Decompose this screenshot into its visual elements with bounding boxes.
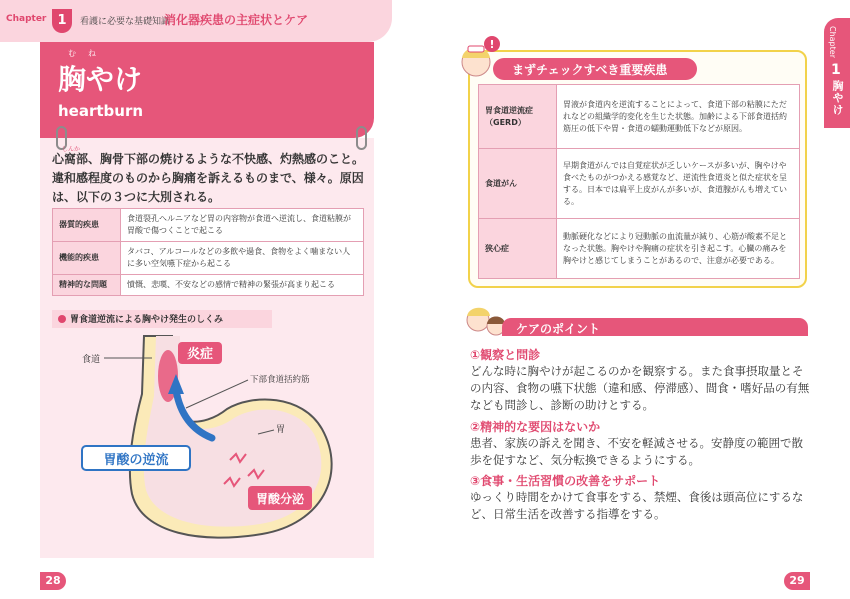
diagram-title: 胃食道逆流による胸やけ発生のしくみ: [70, 315, 224, 325]
table-row: [53, 209, 364, 242]
chapter-subtitle: 看護に必要な基礎知識: [80, 17, 171, 27]
chapter-label: Chapter: [6, 14, 47, 24]
label-stomach: 胃: [276, 425, 286, 435]
chapter-title: 消化器疾患の主症状とケア: [164, 13, 309, 27]
chapter-number: 1: [52, 9, 72, 33]
intro-ruby: しんか: [62, 146, 81, 153]
disease-name: 食道がん: [479, 149, 557, 219]
cause-table: [52, 208, 364, 296]
cause-value: 食道裂孔ヘルニアなど胃の内容物が食道へ逆流し、食道粘膜が胃酸で傷つくことで起こる: [121, 209, 364, 242]
bullet-dot-icon: [58, 315, 66, 323]
side-tab-title: 胸やけ: [831, 80, 844, 116]
disease-table: [478, 84, 800, 279]
topic-title: 胸やけ: [58, 63, 143, 96]
reflux-diagram: [52, 334, 364, 550]
care-point-heading: ①観察と問診: [470, 348, 541, 362]
label-les: 下部食道括約筋: [250, 375, 310, 385]
side-tab-chapter-label: Chapter: [828, 26, 837, 58]
table-row: [479, 219, 800, 279]
label-reflux: 胃酸の逆流: [103, 453, 169, 468]
disease-name: 狭心症: [479, 219, 557, 279]
label-esophagus: 食道: [81, 355, 100, 365]
disease-name: 胃食道逆流症 （GERD）: [479, 85, 557, 149]
care-point-body: 患者、家族の訴えを聞き、不安を軽減させる。安静度の範囲で散歩を促すなど、気分転換できるようにする。: [470, 436, 804, 467]
disease-description: 胃液が食道内を逆流することによって、食道下部の粘膜にただれなどの組織学的変化を生じた状態。加齢による下部食道括約筋圧の低下や胃・食道の蠕動運動低下などが原因。: [557, 85, 800, 149]
table-row: [53, 275, 364, 296]
disease-description: 早期食道がんでは自覚症状が乏しいケースが多いが、胸やけや食べたものがつかえる感覚など、逆流性食道炎と似た症状を呈する。日本では扁平上皮がんが多いが、食道腺がんも増えている。: [557, 149, 800, 219]
intro-text: 心窩部、胸骨下部の焼けるような不快感、灼熱感のこと。違和感程度のものから胸痛を訴えるものまで、様々。原因は、以下の３つに大別される。: [52, 152, 365, 204]
page-number-right: 29: [784, 572, 810, 590]
topic-english: heartburn: [58, 102, 144, 120]
side-tab-number: 1: [831, 62, 841, 78]
care-title: ケアのポイント: [516, 322, 601, 336]
label-secretion: 胃酸分泌: [255, 492, 305, 506]
care-point-heading: ②精神的な要因はないか: [470, 420, 601, 434]
care-point-heading: ③食事・生活習慣の改善をサポート: [470, 474, 661, 488]
check-title: まずチェックすべき重要疾患: [512, 63, 668, 77]
page-number-left: 28: [40, 572, 66, 590]
svg-text:!: !: [489, 38, 495, 51]
table-row: [53, 242, 364, 275]
cause-key: 機能的疾患: [53, 242, 121, 275]
cause-key: 器質的疾患: [53, 209, 121, 242]
topic-ruby: むね: [68, 49, 108, 58]
disease-description: 動脈硬化などにより冠動脈の血流量が減り、心筋が酸素不足となった状態。胸やけや胸痛の症状を引き起こす。心臓の痛みを胸やけと感じてしまうことがあるので、注意が必要である。: [557, 219, 800, 279]
table-row: [479, 85, 800, 149]
care-point-body: どんな時に胸やけが起こるのかを観察する。また食事摂取量とその内容、食物の嚥下状態（違和感、停滞感）、間食・嗜好品の有無なども問診し、診断の助けとする。: [470, 364, 810, 412]
cause-value: 憤慨、悲嘆、不安などの感情で精神の緊張が高まり起こる: [121, 275, 364, 296]
cause-value: タバコ、アルコールなどの多飲や過食、食物をよく噛まない人に多い空気嚥下症から起こる: [121, 242, 364, 275]
cause-key: 精神的な問題: [53, 275, 121, 296]
table-row: [479, 149, 800, 219]
care-point-body: ゆっくり時間をかけて食事をする、禁煙、食後は頭高位にするなど、日常生活を改善する指導をする。: [470, 490, 804, 521]
label-inflammation: 炎症: [186, 347, 214, 362]
nurse-alert-icon: [452, 34, 502, 84]
binder-ring: [356, 126, 367, 150]
